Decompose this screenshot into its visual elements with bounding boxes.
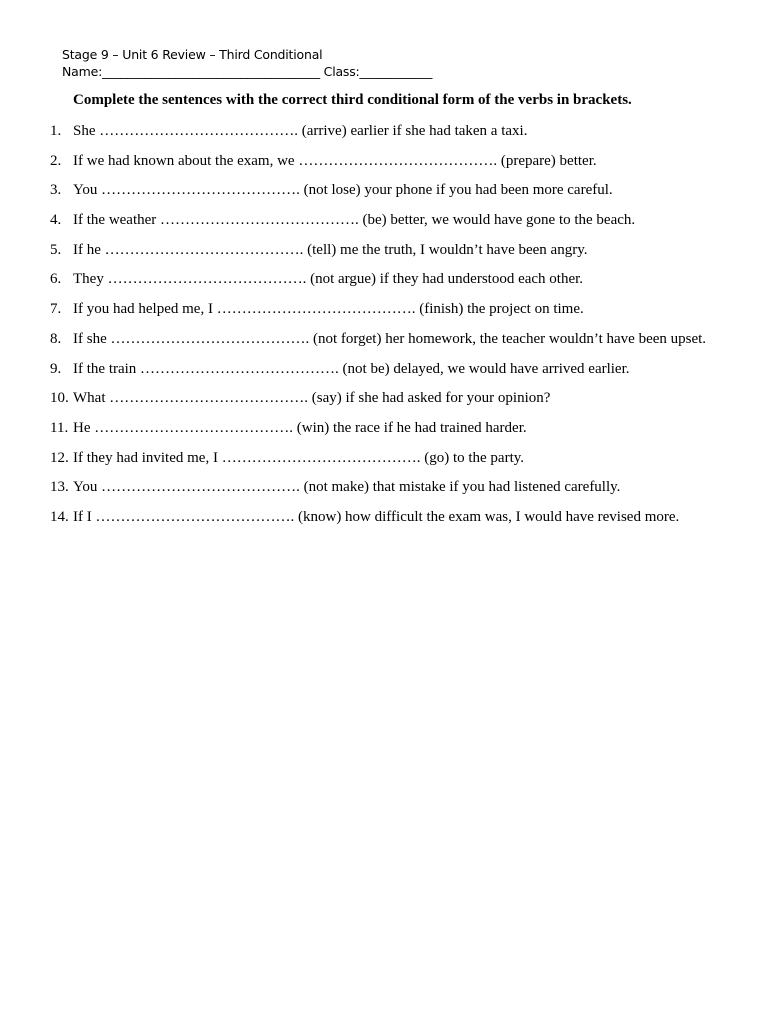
instruction-text: Complete the sentences with the correct third conditional form of the verbs in brackets. bbox=[73, 92, 632, 108]
item-number: 3. bbox=[50, 182, 62, 199]
item-text: If she …………………………………. (not forget) her homework, the teacher wouldn’t have been upset. bbox=[73, 330, 707, 347]
item-text: You …………………………………. (not lose) your phone if you had been more careful. bbox=[73, 182, 613, 199]
item-text: If we had known about the exam, we …………………………………. (prepare) better. bbox=[73, 152, 597, 169]
item-number: 1. bbox=[50, 123, 62, 139]
item-text: If you had helped me, I …………………………………. (finish) the project on time. bbox=[73, 301, 584, 318]
worksheet-title: Stage 9 – Unit 6 Review – Third Conditional bbox=[62, 47, 323, 62]
item-text: If I …………………………………. (know) how difficult the exam was, I would have revised more. bbox=[73, 508, 680, 525]
item-number: 5. bbox=[50, 241, 62, 258]
item-number: 2. bbox=[50, 152, 62, 169]
worksheet-header bbox=[62, 46, 432, 80]
item-text: What …………………………………. (say) if she had asked for your opinion? bbox=[73, 390, 551, 407]
item-text: If they had invited me, I …………………………………. (go) to the party. bbox=[73, 449, 525, 466]
item-text: She …………………………………. (arrive) earlier if she had taken a taxi. bbox=[73, 123, 528, 139]
item-number: 7. bbox=[50, 301, 62, 318]
item-number: 13. bbox=[50, 479, 69, 496]
item-number: 12. bbox=[50, 449, 69, 466]
item-number: 6. bbox=[50, 271, 62, 288]
item-number: 4. bbox=[50, 212, 62, 229]
item-text: He …………………………………. (win) the race if he had trained harder. bbox=[73, 419, 527, 436]
item-number: 14. bbox=[50, 508, 69, 525]
item-text: They …………………………………. (not argue) if they had understood each other. bbox=[73, 271, 584, 288]
item-number: 11. bbox=[50, 419, 69, 436]
item-text: If the train …………………………………. (not be) delayed, we would have arrived earlier. bbox=[73, 360, 630, 377]
item-text: If the weather …………………………………. (be) better, we would have gone to the beach. bbox=[73, 212, 636, 229]
item-number: 9. bbox=[50, 360, 62, 377]
name-class-line: Name:____________________________________ Class:____________ bbox=[62, 64, 433, 79]
item-number: 8. bbox=[50, 330, 62, 347]
item-text: You …………………………………. (not make) that mistake if you had listened carefully. bbox=[73, 479, 621, 496]
item-text: If he …………………………………. (tell) me the truth, I wouldn’t have been angry. bbox=[73, 241, 588, 258]
item-number: 10. bbox=[50, 390, 69, 407]
